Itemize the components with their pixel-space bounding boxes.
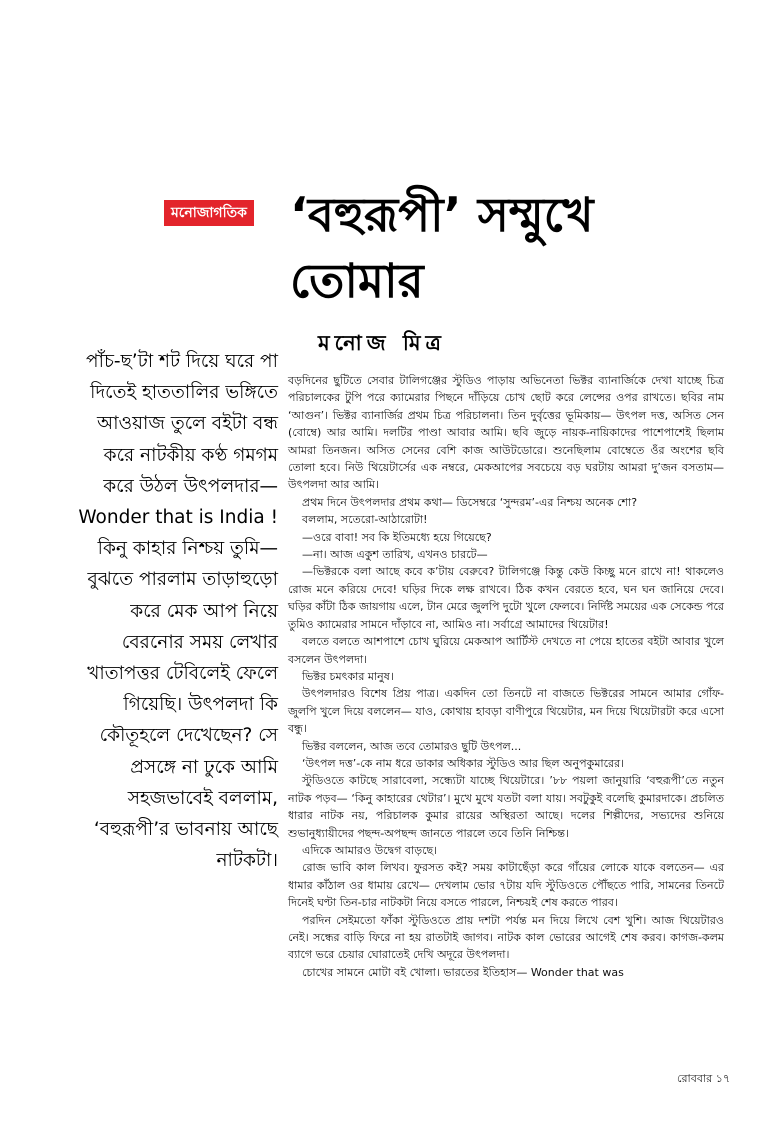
body-paragraph: পরদিন সেইমতো ফাঁকা স্টুডিওতে প্রায় দশটা পর্যন্ত মন দিয়ে লিখে বেশ খুশি। আজ থিয়েটারও নেই। সন্ধের বাড়ি ফিরে না হয় রাতটাই জাগব। নাটক কাল ভোরের আগেই শেষ করব। কাগজ-কলম ব্যাগে ভরে চেয়ার ঘোরাতেই দেখি অদূরে উৎপলদা। — [288, 913, 724, 962]
article-body — [288, 372, 724, 981]
body-paragraph: ভিক্টর বললেন, আজ তবে তোমারও ছুটি উৎপল... — [302, 739, 522, 753]
body-paragraph: চোখের সামনে মোটা বই খোলা। ভারতের ইতিহাস— Wonder that was — [302, 965, 624, 979]
headline-line-2: তোমার — [290, 254, 424, 309]
body-paragraph: বললাম, সতেরো-আঠারোটা! — [302, 513, 428, 527]
section-tag: মনোজাগতিক — [164, 200, 254, 226]
body-paragraph: বড়দিনের ছুটিতে সেবার টালিগঞ্জের স্টুডিও পাড়ায় অভিনেতা ভিক্টর ব্যানার্জিকে দেখা যাচ্ছে চিত্র পরিচালকের টুপি পরে ক্যামেরার পিছনে দাঁড়িয়ে চোখ ছোট করে লেন্সের ওপর রাখতে। ছবির নাম ‘আগুন’। ভিক্টর ব্যানার্জির প্রথম চিত্র পরিচালনা। তিন দুর্বৃত্তের ভূমিকায়— উৎপল দত্ত, অসিত সেন (বোম্বে) আর আমি। দলটির পাণ্ডা আবার আমি। ছবি জুড়ে নায়ক-নায়িকাদের পাশেপাশেই ছিলাম আমরা তিনজন। অসিত সেনের বেশি কাজ আউটডোরে। শুনেছিলাম বোম্বেতে ওঁর অংশের ছবি তোলা হবে। নিউ থিয়েটার্সের এক নম্বরে, মেকআপের সবচেয়ে বড় ঘরটায় আমরা দু’জন বসতাম— উৎপলদা আর আমি। — [288, 374, 724, 492]
body-paragraph: স্টুডিওতে কাটছে সারাবেলা, সন্ধ্যেটা যাচ্ছে থিয়েটারে। ’৮৮ পয়লা জানুয়ারি ‘বহুরূপী’তে নতুন নাটক পড়ব— ‘কিনু কাহারের থেটার’। মুখে মুখে যতটা বলা যায়। সবটুকুই বলেছি কুমারদাকে। প্রচলিত ধারার নাটক নয়, পরিচালক কুমার রায়ের অস্থিরতা আছে। দলের শিল্পীদের, সভ্যদের শুনিয়ে শুভানুধ্যায়ীদের পছন্দ-অপছন্দ জানতে পারলে তবে তিনি নিশ্চিন্ত। — [288, 774, 724, 840]
page-folio: রোববার ১৭ — [677, 1072, 730, 1085]
headline-line-1: ‘বহুরূপী’ সম্মুখে — [290, 188, 594, 243]
body-paragraph: ভিক্টর চমৎকার মানুষ। — [302, 669, 394, 683]
body-paragraph: বলতে বলতে আশপাশে চোখ ঘুরিয়ে মেকআপ আর্টিস্ট দেখতে না পেয়ে হাতের বইটা আবার খুলে বসলেন উৎপলদা। — [288, 635, 724, 666]
body-paragraph: ‘উৎপল দত্ত’-কে নাম ধরে ডাকার অধিকার স্টুডিও আর ছিল অনুপকুমারের। — [302, 756, 625, 770]
body-paragraph: রোজ ভাবি কাল লিখব। ফুরসত কই? সময় কাটাছেঁড়া করে গাঁয়ের লোকে যাকে বলতেন— এর ধামার কাঁঠাল ওর ধামায় রেখে— দেখলাম ভোর ৭টায় যদি স্টুডিওতে পৌঁছতে পারি, সামনের তিনটে দিনেই ঘণ্টা তিন-চার নাটকটা নিয়ে বসতে পারলে, নিশ্চয়ই শেষ করতে পারব। — [288, 861, 724, 910]
article-headline — [290, 183, 750, 315]
body-paragraph: —ওরে বাবা! সব কি ইতিমধ্যে হয়ে গিয়েছে? — [302, 530, 492, 544]
body-paragraph: —না। আজ একুশ তারিখ, এখনও চারটে— — [302, 548, 488, 562]
body-paragraph: এদিকে আমারও উদ্বেগ বাড়ছে। — [302, 843, 438, 857]
pull-quote: পাঁচ-ছ’টা শট দিয়ে ঘরে পা দিতেই হাততালির ভঙ্গিতে আওয়াজ তুলে বইটা বন্ধ করে নাটকীয় কণ্ঠ গমগম করে উঠল উৎপলদার— Wonder that is India ! কিনু কাহার নিশ্চয় তুমি— বুঝতে পারলাম তাড়াহুড়ো করে মেক আপ নিয়ে বেরনোর সময় লেখার খাতাপত্তর টেবিলেই ফেলে গিয়েছি। উৎপলদা কি কৌতূহলে দেখেছেন? সে প্রসঙ্গে না ঢুকে আমি সহজভাবেই বললাম, ‘বহুরূপী’র ভাবনায় আছে নাটকটা। — [78, 351, 278, 872]
body-paragraph: উৎপলদারও বিশেষ প্রিয় পাত্র। একদিন তো তিনটে না বাজতে ভিক্টরের সামনে আমার গোঁফ-জুলপি খুলে দিয়ে বললেন— যাও, কোথায় হাবড়া বাণীপুরে থিয়েটার, মন দিয়ে থিয়েটারটা করে এসো বন্ধু। — [288, 687, 724, 736]
body-paragraph: প্রথম দিনে উৎপলদার প্রথম কথা— ডিসেম্বরে ‘সুন্দরম’-এর নিশ্চয় অনেক শো? — [302, 495, 638, 509]
author-byline: মনোজ মিত্র — [318, 331, 446, 355]
body-paragraph: —ভিক্টরকে বলা আছে কবে ক’টায় বেরুবে? টালিগঞ্জে কিন্তু কেউ কিচ্ছু মনে রাখে না! থাকলেও রোজ মনে করিয়ে দেবে! ঘড়ির দিকে লক্ষ রাখবে। ঠিক কখন বেরতে হবে, ঘন ঘন জানিয়ে দেবে। ঘড়ির কাঁটা ঠিক জায়গায় এলে, টান মেরে জুলপি দুটো খুলে ফেলবে। নির্দিষ্ট সময়ের এক সেকেন্ড পরে তুমিও ক্যামেরার সামনে দাঁড়াবে না, আমিও না। সর্বাগ্রে আমাদের থিয়েটার! — [288, 565, 724, 631]
